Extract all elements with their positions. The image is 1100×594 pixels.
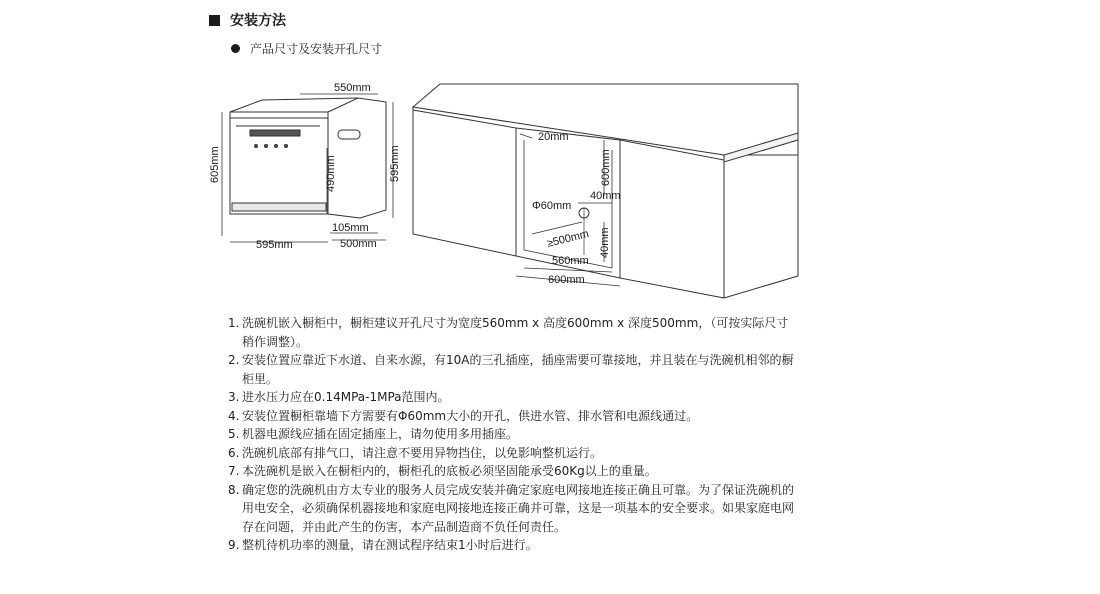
note-item	[228, 425, 798, 444]
note-item	[228, 351, 798, 388]
dim-hole-offset-x: 40mm	[590, 190, 621, 202]
cabinet-top	[413, 84, 798, 155]
note-number: 3.	[228, 390, 240, 404]
dim-bottom-depth: 500mm	[340, 238, 377, 250]
note-number: 2.	[228, 353, 240, 367]
dim-bottom-width: 595mm	[256, 239, 293, 251]
note-text: 整机待机功率的测量，请在测试程序结束1小时后进行。	[242, 538, 538, 552]
dishwasher-dimension-labels	[209, 82, 401, 251]
note-number: 4.	[228, 408, 240, 423]
note-item	[228, 481, 798, 537]
dim-depth: ≥500mm	[545, 227, 591, 250]
dishwasher-plinth	[232, 203, 326, 211]
dim-top-width: 550mm	[334, 82, 371, 94]
note-text: 安装位置应靠近下水道、自来水源，有10A的三孔插座，插座需要可靠接地，并且装在与洗碗机相邻的橱柜里。	[242, 353, 794, 386]
note-text: 本洗碗机是嵌入在橱柜内的，橱柜孔的底板必须坚固能承受60Kg以上的重量。	[242, 464, 657, 478]
note-item	[228, 536, 798, 555]
dim-hole-offset-y: 40mm	[599, 227, 611, 258]
note-number: 8.	[228, 482, 240, 497]
note-text: 洗碗机底部有排气口，请注意不要用异物挡住，以免影响整机运行。	[242, 445, 603, 460]
dim-right-height: 595mm	[389, 145, 401, 182]
hose-connector	[338, 130, 360, 139]
cabinet-dimension-labels	[532, 131, 621, 286]
note-item	[228, 444, 798, 463]
note-item	[228, 388, 798, 407]
note-text: 进水压力应在0.14MPa-1MPa范围内。	[242, 390, 450, 404]
subsection-title: 产品尺寸及安装开孔尺寸	[250, 42, 383, 56]
cabinet-right-door	[620, 140, 724, 298]
control-panel	[250, 130, 300, 136]
note-text: 安装位置橱柜靠墙下方需要有Φ60mm大小的开孔，供进水管、排水管和电源线通过。	[242, 408, 699, 423]
dim-left-height: 605mm	[209, 146, 221, 183]
note-item	[228, 314, 798, 351]
note-text: 确定您的洗碗机由方太专业的服务人员完成安装并确定家庭电网接地连接正确且可靠。为了保证洗碗机的用电安全，必须确保机器接地和家庭电网接地连接正确并可靠，这是一项基本的安全要求。如果家庭电网存在问题，并由此产生的伤害，本产品制造商不负任何责任。	[242, 482, 795, 534]
note-number: 6.	[228, 445, 240, 460]
dim-outer-width: 600mm	[548, 274, 585, 286]
note-text: 机器电源线应插在固定插座上，请勿使用多用插座。	[242, 427, 519, 441]
note-number: 7.	[228, 464, 240, 478]
dim-inner-height: 490mm	[325, 155, 337, 192]
note-number: 1.	[228, 316, 240, 330]
note-item	[228, 407, 798, 426]
cabinet-left-door	[413, 110, 516, 256]
installation-notes	[228, 314, 798, 555]
note-text: 洗碗机嵌入橱柜中，橱柜建议开孔尺寸为宽度560mm x 高度600mm x 深度500mm，（可按实际尺寸稍作调整）。	[242, 316, 789, 349]
note-number: 5.	[228, 427, 240, 441]
note-item	[228, 462, 798, 481]
dishwasher-drawing	[222, 94, 393, 242]
section-title: 安装方法	[230, 13, 286, 29]
dim-opening-height: 600mm	[600, 149, 612, 186]
dim-plinth-depth: 105mm	[332, 222, 369, 234]
dim-pipe-hole: Φ60mm	[532, 200, 572, 212]
dishwasher-front	[230, 112, 328, 214]
note-number: 9.	[228, 538, 240, 552]
dim-top-gap: 20mm	[538, 131, 569, 143]
dim-inner-width: 560mm	[552, 255, 589, 267]
